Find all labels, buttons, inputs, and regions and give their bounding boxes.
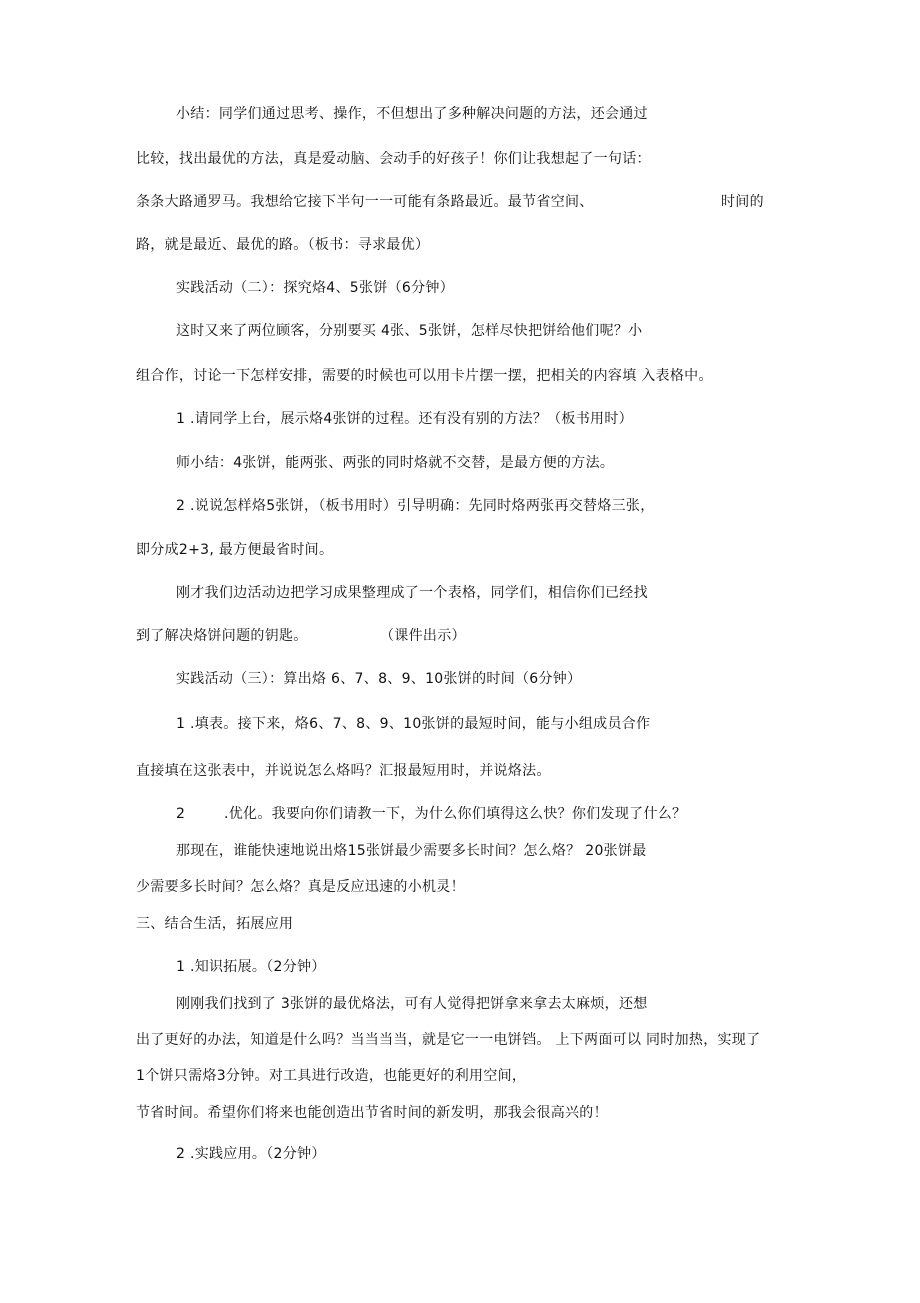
list-item-activity-2-step-2: 2 .说说怎样烙5张饼，（板书用时）引导明确：先同时烙两张再交替烙三张， (176, 498, 655, 514)
list-item-activity-3-step-1-cont: 直接填在这张表中，并说说怎么烙吗？汇报最短用时，并说烙法。 (136, 763, 551, 779)
paragraph-table-line-2b: （课件出示） (380, 628, 466, 644)
heading-activity-2: 实践活动（二）：探究烙4、5张饼（6分钟） (176, 280, 455, 296)
list-item-activity-2-step-2-cont: 即分成2+3, 最方便最省时间。 (136, 542, 334, 558)
paragraph-quick-line-1: 那现在，谁能快速地说出烙15张饼最少需要多长时间？怎么烙？ 20张饼最 (176, 843, 647, 859)
list-item-activity-2-step-1: 1 .请同学上台，展示烙4张饼的过程。还有没有别的方法？（板书用时） (176, 411, 633, 427)
paragraph-extension-line-1: 刚刚我们找到了 3张饼的最优烙法，可有人觉得把饼拿来拿去太麻烦，还想 (176, 996, 648, 1012)
paragraph-summary-line-1: 小结：同学们通过思考、操作，不但想出了多种解决问题的方法，还会通过 (176, 106, 648, 122)
list-item-extension-1: 1 .知识拓展。（2分钟） (176, 959, 326, 975)
paragraph-summary-line-2: 比较，找出最优的方法，真是爱动脑、会动手的好孩子！你们让我想起了一句话： (136, 151, 651, 167)
paragraph-extension-line-3: 1个饼只需烙3分钟。对工具进行改造，也能更好的利用空间， (136, 1068, 527, 1084)
paragraph-summary-line-3a: 条条大路通罗马。我想给它接下半句一一可能有条路最近。最节省空间、 (136, 194, 594, 210)
paragraph-quick-line-2: 少需要多长时间？怎么烙？真是反应迅速的小机灵！ (136, 879, 465, 895)
section-heading-3: 三、结合生活，拓展应用 (136, 916, 294, 932)
paragraph-teacher-summary: 师小结：4张饼，能两张、两张的同时烙就不交替，是最方便的方法。 (176, 455, 615, 471)
list-item-activity-3-step-2-number: 2 (176, 806, 186, 822)
paragraph-summary-line-4: 路，就是最近、最优的路。（板书：寻求最优） (136, 237, 430, 253)
paragraph-table-line-1: 刚才我们边活动边把学习成果整理成了一个表格，同学们，相信你们已经找 (176, 585, 648, 601)
heading-activity-3: 实践活动（三）：算出烙 6、7、8、9、10张饼的时间（6分钟） (176, 671, 582, 687)
list-item-extension-2: 2 .实践应用。（2分钟） (176, 1146, 326, 1162)
paragraph-extension-line-4: 节省时间。希望你们将来也能创造出节省时间的新发明，那我会很高兴的！ (136, 1105, 608, 1121)
list-item-activity-3-step-1: 1 .填表。接下来，烙6、7、8、9、10张饼的最短时间，能与小组成员合作 (176, 716, 651, 732)
paragraph-extension-line-2: 出了更好的办法，知道是什么吗？当当当当，就是它一一电饼铛。 上下两面可以 同时加热，实现了 (136, 1032, 761, 1048)
paragraph-customers-line-2: 组合作，讨论一下怎样安排，需要的时候也可以用卡片摆一摆，把相关的内容填 入表格中。 (136, 368, 713, 384)
paragraph-summary-line-3b: 时间的 (721, 194, 764, 210)
paragraph-table-line-2a: 到了解决烙饼问题的钥匙。 (136, 628, 308, 644)
paragraph-customers-line-1: 这时又来了两位顾客，分别要买 4张、5张饼，怎样尽快把饼给他们呢？小 (176, 323, 643, 339)
list-item-activity-3-step-2: .优化。我要向你们请教一下，为什么你们填得这么快？你们发现了什么？ (224, 806, 687, 822)
